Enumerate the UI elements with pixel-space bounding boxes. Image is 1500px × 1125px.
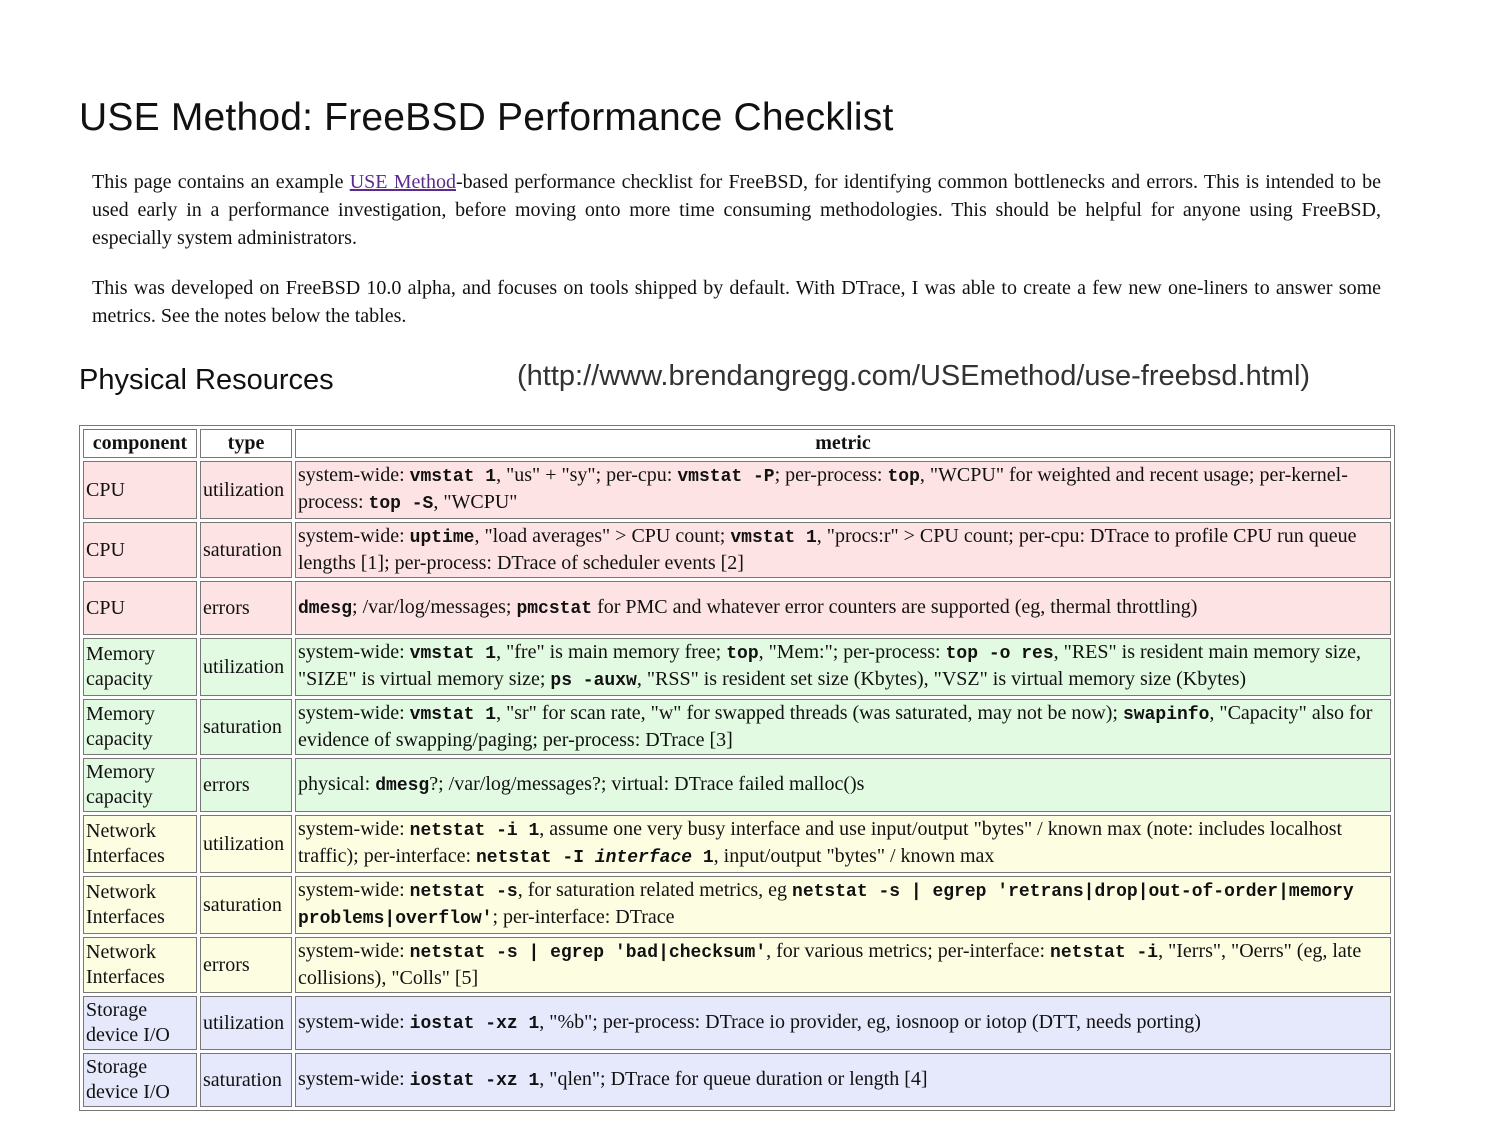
cell-metric: system-wide: iostat -xz 1, "%b"; per-process: DTrace io provider, eg, iosnoop or iotop (DTT, needs porting) — [295, 996, 1391, 1050]
cell-type: saturation — [200, 1053, 292, 1107]
cell-component: Memory capacity — [83, 699, 197, 755]
intro-text-after-link: -based performance checklist for FreeBSD, for identifying common bottlenecks and errors. This is intended to be used early in a performance investigation, before moving onto more time consuming methodologies. This should be helpful for anyone using FreeBSD, especially system administrators. — [92, 171, 1381, 249]
command-text: netstat -s | egrep 'retrans|drop|out-of-order|memory problems|overflow' — [298, 882, 1354, 929]
command-text: netstat -s — [409, 882, 518, 902]
cell-type: saturation — [200, 522, 292, 578]
cell-metric: system-wide: iostat -xz 1, "qlen"; DTrace for queue duration or length [4] — [295, 1053, 1391, 1107]
cell-type: utilization — [200, 815, 292, 873]
command-placeholder: interface — [594, 848, 693, 868]
command-text: top -o res — [945, 644, 1054, 664]
table-row — [83, 699, 1391, 755]
cell-metric: system-wide: vmstat 1, "us" + "sy"; per-cpu: vmstat -P; per-process: top, "WCPU" for weighted and recent usage; per-kernel-process: top -S, "WCPU" — [295, 461, 1391, 519]
command-text: ps -auxw — [550, 671, 637, 691]
command-text: dmesg — [375, 775, 430, 796]
checklist-table-container — [79, 425, 1395, 1103]
cell-type: errors — [200, 937, 292, 993]
command-text: netstat -i — [1050, 943, 1159, 963]
table-body — [83, 461, 1391, 1107]
intro-text-before-link: This page contains an example — [92, 171, 350, 193]
command-text: swapinfo — [1122, 705, 1210, 725]
table-row — [83, 522, 1391, 578]
cell-component: CPU — [83, 461, 197, 519]
cell-component: CPU — [83, 581, 197, 635]
command-text: vmstat 1 — [409, 644, 497, 664]
header-component: component — [83, 429, 197, 458]
cell-component: Network Interfaces — [83, 876, 197, 934]
cell-component: Network Interfaces — [83, 815, 197, 873]
cell-component: Memory capacity — [83, 638, 197, 696]
command-text: 1 — [692, 848, 714, 868]
command-text: vmstat 1 — [409, 705, 497, 725]
use-method-link[interactable]: USE Method — [349, 171, 456, 193]
cell-metric: system-wide: vmstat 1, "fre" is main memory free; top, "Mem:"; per-process: top -o res, "RES" is resident main memory size, "SIZE" is virtual memory size; ps -auxw, "RSS" is resident set size (Kbytes), "VSZ" is virtual memory size (Kbytes) — [295, 638, 1391, 696]
cell-metric: system-wide: netstat -s | egrep 'bad|checksum', for various metrics; per-interface: netstat -i, "Ierrs", "Oerrs" (eg, late collisions), "Colls" [5] — [295, 937, 1391, 993]
cell-type: utilization — [200, 996, 292, 1050]
source-url-note: (http://www.brendangregg.com/USEmethod/use-freebsd.html) — [517, 360, 1311, 392]
command-text: dmesg — [298, 598, 353, 619]
command-text: top — [726, 644, 759, 664]
cell-metric: physical: dmesg?; /var/log/messages?; virtual: DTrace failed malloc()s — [295, 758, 1391, 812]
command-text: vmstat 1 — [730, 528, 817, 548]
header-metric: metric — [295, 429, 1391, 458]
command-text: netstat -i 1 — [409, 821, 540, 841]
table-row — [83, 996, 1391, 1050]
command-text: iostat -xz 1 — [409, 1013, 540, 1034]
section-title: Physical Resources — [79, 364, 334, 396]
command-text: netstat -I — [476, 848, 595, 868]
cell-metric: dmesg; /var/log/messages; pmcstat for PMC and whatever error counters are supported (eg, thermal throttling) — [295, 581, 1391, 635]
page-title: USE Method: FreeBSD Performance Checklist — [79, 96, 894, 139]
cell-component: Storage device I/O — [83, 996, 197, 1050]
command-text: vmstat -P — [677, 467, 775, 487]
cell-component: CPU — [83, 522, 197, 578]
table-row — [83, 638, 1391, 696]
table-row — [83, 461, 1391, 519]
table-row — [83, 1053, 1391, 1107]
command-text: pmcstat — [516, 598, 593, 619]
command-text: uptime — [409, 528, 475, 548]
command-text: top -S — [368, 494, 434, 514]
checklist-table — [79, 425, 1395, 1111]
cell-type: saturation — [200, 876, 292, 934]
command-text: netstat -s | egrep 'bad|checksum' — [409, 943, 767, 963]
cell-component: Memory capacity — [83, 758, 197, 812]
table-row — [83, 876, 1391, 934]
intro-paragraph-1 — [92, 168, 1381, 252]
table-row — [83, 815, 1391, 873]
cell-type: utilization — [200, 638, 292, 696]
cell-metric: system-wide: netstat -s, for saturation related metrics, eg netstat -s | egrep 'retrans|drop|out-of-order|memory problems|overflow'; per-interface: DTrace — [295, 876, 1391, 934]
intro-paragraph-2: This was developed on FreeBSD 10.0 alpha, and focuses on tools shipped by default. With DTrace, I was able to create a few new one-liners to answer some metrics. See the notes below the tables. — [92, 277, 1381, 327]
cell-component: Network Interfaces — [83, 937, 197, 993]
cell-metric: system-wide: netstat -i 1, assume one very busy interface and use input/output "bytes" / known max (note: includes localhost traffic); per-interface: netstat -I interface 1, input/output "bytes" / known max — [295, 815, 1391, 873]
table-header-row — [83, 429, 1391, 458]
table-row — [83, 581, 1391, 635]
table-row — [83, 937, 1391, 993]
cell-metric: system-wide: uptime, "load averages" > CPU count; vmstat 1, "procs:r" > CPU count; per-cpu: DTrace to profile CPU run queue lengths [1]; per-process: DTrace of scheduler events [2] — [295, 522, 1391, 578]
cell-type: utilization — [200, 461, 292, 519]
cell-metric: system-wide: vmstat 1, "sr" for scan rate, "w" for swapped threads (was saturated, may not be now); swapinfo, "Capacity" also for evidence of swapping/paging; per-process: DTrace [3] — [295, 699, 1391, 755]
cell-type: saturation — [200, 699, 292, 755]
command-text: top — [887, 467, 920, 487]
command-text: iostat -xz 1 — [409, 1070, 540, 1091]
cell-type: errors — [200, 758, 292, 812]
cell-component: Storage device I/O — [83, 1053, 197, 1107]
header-type: type — [200, 429, 292, 458]
cell-type: errors — [200, 581, 292, 635]
table-row — [83, 758, 1391, 812]
command-text: vmstat 1 — [409, 467, 497, 487]
